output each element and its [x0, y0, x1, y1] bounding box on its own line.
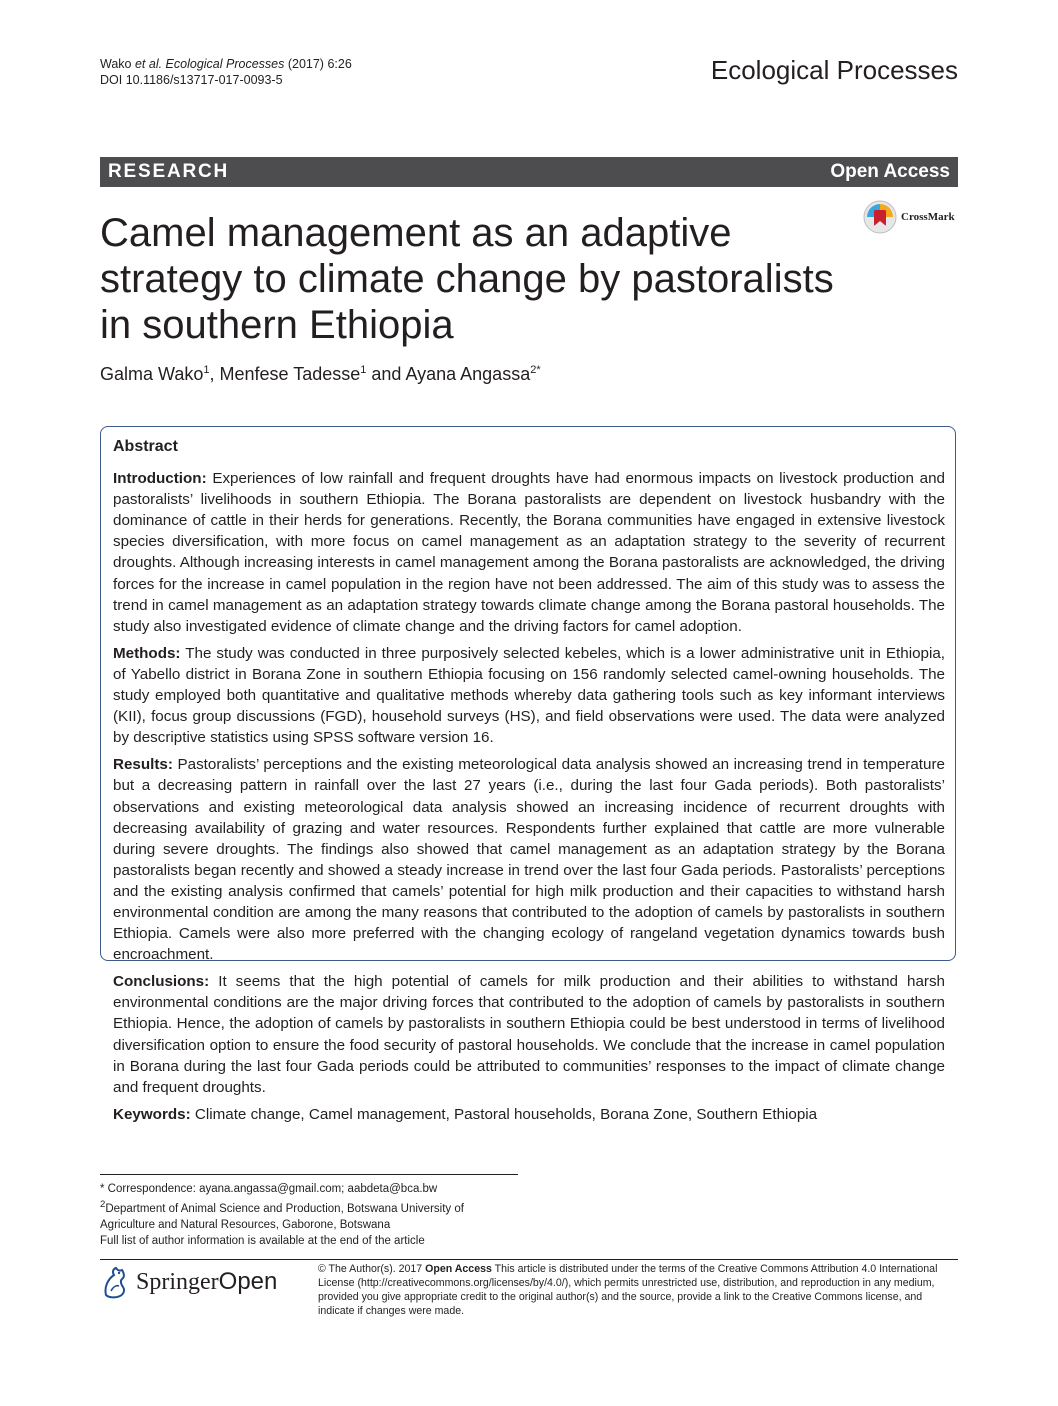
- abstract-heading: Abstract: [113, 438, 178, 455]
- license-text: [318, 1262, 958, 1318]
- doi: DOI 10.1186/s13717-017-0093-5: [100, 73, 283, 87]
- author-info-note: Full list of author information is available at the end of the article: [100, 1234, 425, 1247]
- abstract: [113, 436, 945, 1131]
- author-affiliation-sup: 1: [360, 364, 367, 376]
- open-access-label: Open Access: [830, 161, 950, 182]
- abstract-section: [113, 643, 945, 748]
- abstract-section: [113, 971, 945, 1098]
- abstract-section-text: It seems that the high potential of camels for milk production and their abilities to withstand harsh environmental conditions are the major driving forces that contributed to the adoption of camels by pastoralists in southern Ethiopia. Hence, the adoption of camels by pastoralists in southern Ethiopia could be best understood in terms of livelihood diversification option to ensure the food security of pastoral households. We conclude that the increase in camel population in Borana during the last four Gada periods could be attributed to communities’ responses to the impact of climate change and frequent droughts.: [113, 973, 945, 1096]
- abstract-section-label: Results:: [113, 756, 173, 774]
- citation-journal: Ecological Processes: [162, 57, 285, 71]
- abstract-section: [113, 468, 945, 637]
- open-wordmark: Open: [218, 1268, 278, 1295]
- license-prefix: © The Author(s). 2017: [318, 1263, 426, 1275]
- article-type-banner: [100, 157, 958, 187]
- footnotes: [100, 1181, 520, 1249]
- correspondence: * Correspondence: ayana.angassa@gmail.com; aabdeta@bca.bw: [100, 1183, 438, 1195]
- abstract-section-text: Experiences of low rainfall and frequent droughts have had enormous impacts on livestock production and pastoralists’ livelihoods in southern Ethiopia. The Borana pastoralists are dependent on livestock husbandry with the dominance of cattle in their herds for generations. Recently, the Borana communities have engaged in extensive livestock species diversification, with more focus on camel management as an adaptation strategy to the severity of recurrent droughts. Although increasing interests in camel management among the Borana pastoralists are acknowledged, the driving forces for the increase in camel population in the region have not been addressed. The aim of this study was to assess the trend in camel management as an adaptation strategy towards climate change among the Borana pastoral households. The study also investigated evidence of climate change and the driving factors for camel adoption.: [113, 470, 945, 635]
- author-name: Galma Wako: [100, 364, 204, 384]
- crossmark-label: CrossMark: [901, 211, 955, 223]
- affiliation-text: Department of Animal Science and Production, Botswana University of Agriculture and Natural Resources, Gaborone, Botswana: [100, 1202, 464, 1231]
- crossmark-icon: [862, 199, 898, 235]
- springer-wordmark: Springer: [136, 1269, 219, 1295]
- springer-open-logo: [100, 1265, 277, 1299]
- license-body: This article is distributed under the terms of the Creative Commons Attribution 4.0 International License (http://creativecommons.org/licenses/by/4.0/), which permits unrestricted use, distribution, and reproduction in any medium, provided you give appropriate credit to the original author(s) and the source, provide a link to the Creative Commons license, and indicate if changes were made.: [318, 1263, 938, 1317]
- abstract-sections: [113, 468, 945, 1125]
- affiliation: [100, 1197, 520, 1233]
- abstract-section-label: Introduction:: [113, 470, 207, 488]
- author-name: Menfese Tadesse: [219, 364, 361, 384]
- citation-block: [100, 56, 352, 88]
- citation-line: [100, 56, 352, 72]
- author-affiliation-sup: 1: [203, 364, 210, 376]
- abstract-section: [113, 1104, 945, 1125]
- citation-year: (2017) 6:26: [284, 57, 352, 71]
- article-type-label: RESEARCH: [108, 161, 230, 182]
- license-open-access: Open Access: [425, 1263, 492, 1275]
- abstract-section: [113, 754, 945, 965]
- license-divider: [100, 1259, 958, 1260]
- citation-etal: et al.: [134, 57, 163, 71]
- abstract-section-text: The study was conducted in three purposively selected kebeles, which is a lower administrative unit in Ethiopia, of Yabello district in Borana Zone in southern Ethiopia focusing on 156 randomly selected camel-owning households. The study employed both quantitative and qualitative methods whereby data gathering tools such as key informant interviews (KII), focus group discussions (FGD), household surveys (HS), and field observations were used. The data were analyzed by descriptive statistics using SPSS software version 16.: [113, 644, 946, 747]
- citation-authors: Wako: [100, 57, 135, 71]
- author-name: Ayana Angassa: [405, 364, 531, 384]
- crossmark-badge[interactable]: [862, 199, 955, 235]
- springer-horse-icon: [100, 1265, 130, 1299]
- author-affiliation-sup: 2*: [530, 364, 541, 376]
- footnote-divider: [100, 1174, 518, 1175]
- abstract-section-label: Conclusions:: [113, 973, 210, 991]
- affiliation-sup: 2: [100, 1199, 106, 1210]
- author-separator: ,: [209, 364, 220, 384]
- journal-name: Ecological Processes: [710, 55, 958, 85]
- abstract-section-label: Keywords:: [113, 1105, 191, 1123]
- article-title: Camel management as an adaptive strategy to climate change by pastoralists in southern Ethiopia: [100, 211, 834, 347]
- abstract-section-text: Pastoralists’ perceptions and the existing meteorological data analysis showed an increasing trend in temperature but a decreasing pattern in rainfall over the last 27 years (i.e., during the last four Gada periods). Both pastoralists’ observations and existing meteorological data analysis showed an increasing incidence of recurrent droughts with decreasing availability of grazing and water resources. Respondents further explained that cattle are more vulnerable during severe droughts. The findings also showed that camel management as an adaptation strategy by the Borana pastoralists began recently and showed a steady increase in trend over the last four Gada periods. Pastoralists’ perceptions and the existing analysis confirmed that camels’ potential for high milk production and their capacities to withstand harsh environmental condition are among the many reasons that contributed to the adoption of camels by pastoralists in southern Ethiopia. Camels were also more preferred with the changing ecology of rangeland vegetation dynamics towards bush encroachment.: [113, 756, 945, 964]
- abstract-section-label: Methods:: [113, 644, 181, 662]
- abstract-section-text: Climate change, Camel management, Pastoral households, Borana Zone, Southern Ethiopia: [194, 1105, 818, 1123]
- author-separator: and: [366, 364, 406, 384]
- author-list: [100, 364, 541, 385]
